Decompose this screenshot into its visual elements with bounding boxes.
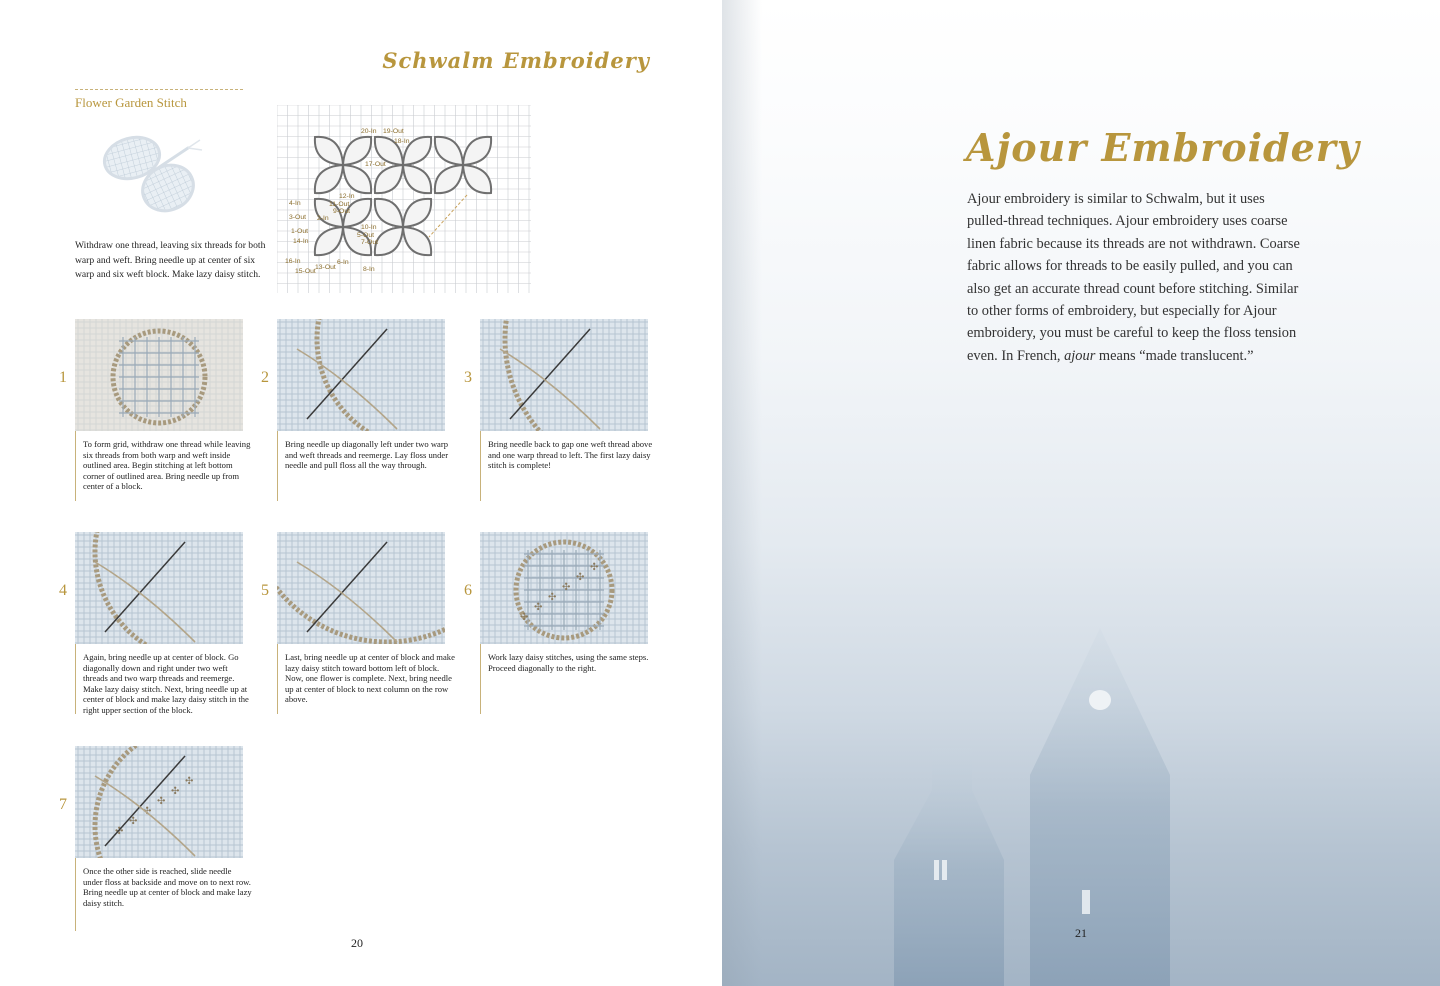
step-photo-image — [75, 746, 243, 858]
page-number-left: 20 — [351, 936, 363, 950]
step-6 — [464, 532, 660, 714]
chart-label: 19-Out — [383, 128, 404, 135]
chart-label: 4-In — [289, 200, 301, 207]
svg-text:✣: ✣ — [576, 572, 585, 583]
svg-text:✣: ✣ — [548, 592, 557, 603]
chart-label: 15-Out — [295, 268, 316, 275]
step-photo — [75, 746, 243, 858]
stitch-chart-graphic — [277, 105, 531, 293]
step-caption: Bring needle back to gap one weft thread above and one warp thread to left. The first lazy daisy stitch is complete! — [488, 439, 653, 471]
svg-text:✣: ✣ — [590, 562, 599, 573]
page-fold-shadow — [722, 0, 762, 986]
butterfly-illustration — [96, 130, 216, 220]
step-photo-image — [75, 532, 243, 644]
step-caption: Last, bring needle up at center of block and make lazy daisy stitch toward bottom left of block. Now, one flower is complete. Next, bring needle up at center of block to next column on the row above. — [285, 652, 455, 705]
chart-label: 13-Out — [315, 264, 336, 271]
section-title: Flower Garden Stitch — [75, 95, 187, 110]
chart-label: 3-Out — [289, 214, 306, 221]
step-caption: Work lazy daisy stitches, using the same steps. Proceed diagonally to the right. — [488, 652, 649, 673]
chart-label: 9-Out — [333, 208, 350, 215]
step-3 — [464, 319, 660, 501]
body-text-1: Ajour embroidery is similar to Schwalm, but it uses pulled-thread techniques. Ajour embroidery uses coarse linen fabric because its threads are not withdrawn. Coarse fabric allows for threads to be easily pulled, and you can also get an accurate thread count before stitching. Similar to other forms of embroidery, but especially for Ajour embroidery, you must be careful to keep the floss tension even. In French, — [967, 191, 1300, 364]
page-number-right: 21 — [1075, 926, 1087, 940]
chart-label: 7-Out — [361, 239, 378, 246]
svg-text:✣: ✣ — [562, 582, 571, 593]
step-caption: To form grid, withdraw one thread while leaving six threads from both warp and weft inside outlined area. Begin stitching at left bottom corner of outlined area. Bring needle up from center of a block. — [83, 439, 251, 492]
step-1 — [59, 319, 255, 501]
svg-text:✣: ✣ — [520, 612, 529, 623]
step-number: 5 — [261, 582, 269, 599]
body-text-2: means “made translucent.” — [1095, 347, 1254, 364]
step-photo-image — [480, 532, 648, 644]
chart-label: 18-In — [394, 138, 410, 145]
step-number: 6 — [464, 582, 472, 599]
section-divider — [75, 89, 243, 90]
step-photo — [75, 532, 243, 644]
step-photo-image — [277, 319, 445, 431]
chart-label: 10-In — [361, 224, 377, 231]
svg-text:✣: ✣ — [129, 816, 138, 827]
svg-text:✣: ✣ — [185, 776, 194, 787]
step-photo — [480, 532, 648, 644]
step-photo — [480, 319, 648, 431]
step-photo — [75, 319, 243, 431]
step-number: 1 — [59, 369, 67, 386]
body-emphasis: ajour — [1064, 347, 1096, 364]
chart-label: 8-In — [363, 266, 375, 273]
stitch-chart — [277, 105, 531, 293]
chart-label: 16-In — [285, 258, 301, 265]
chart-label: 5-Out — [357, 232, 374, 239]
step-photo — [277, 532, 445, 644]
step-caption: Once the other side is reached, slide needle under floss at backside and move on to next row. Bring needle up at center of block and make lazy daisy stitch. — [83, 866, 252, 908]
svg-text:✣: ✣ — [534, 602, 543, 613]
svg-text:✣: ✣ — [171, 786, 180, 797]
step-2 — [261, 319, 457, 501]
intro-text: Withdraw one thread, leaving six threads for both warp and weft. Bring needle up at center of six warp and six weft block. Make lazy daisy stitch. — [75, 240, 266, 280]
step-7 — [59, 746, 255, 931]
step-number: 2 — [261, 369, 269, 386]
step-number: 7 — [59, 796, 67, 813]
step-photo-image — [277, 532, 445, 644]
right-page-body — [967, 188, 1302, 367]
chart-label: 6-In — [337, 259, 349, 266]
chart-label: 11-Out — [329, 201, 350, 208]
house-silhouette-illustration — [722, 560, 1440, 986]
svg-text:✣: ✣ — [115, 826, 124, 837]
chart-label: 1-Out — [291, 228, 308, 235]
step-number: 3 — [464, 369, 472, 386]
svg-text:✣: ✣ — [143, 806, 152, 817]
chart-label: 20-In — [361, 128, 377, 135]
step-number: 4 — [59, 582, 67, 599]
step-5 — [261, 532, 457, 714]
step-photo — [277, 319, 445, 431]
chart-label: 17-Out — [365, 161, 386, 168]
step-4 — [59, 532, 255, 715]
step-caption: Bring needle up diagonally left under two warp and weft threads and reemerge. Lay floss under needle and pull floss all the way through. — [285, 439, 449, 471]
step-photo-image — [480, 319, 648, 431]
chart-label: 12-In — [339, 193, 355, 200]
header-title: Schwalm Embroidery — [382, 48, 650, 73]
step-photo-image — [75, 319, 243, 431]
chart-label: 14-In — [293, 238, 309, 245]
right-page-title: Ajour Embroidery — [966, 125, 1360, 170]
step-caption: Again, bring needle up at center of block. Go diagonally down and right under two weft threads and two warp threads and reemerge. Make lazy daisy stitch. Next, bring needle up at center of block and make lazy daisy stitch in the right upper section of the block. — [83, 652, 249, 715]
chart-label: 2-In — [317, 215, 329, 222]
svg-text:✣: ✣ — [157, 796, 166, 807]
